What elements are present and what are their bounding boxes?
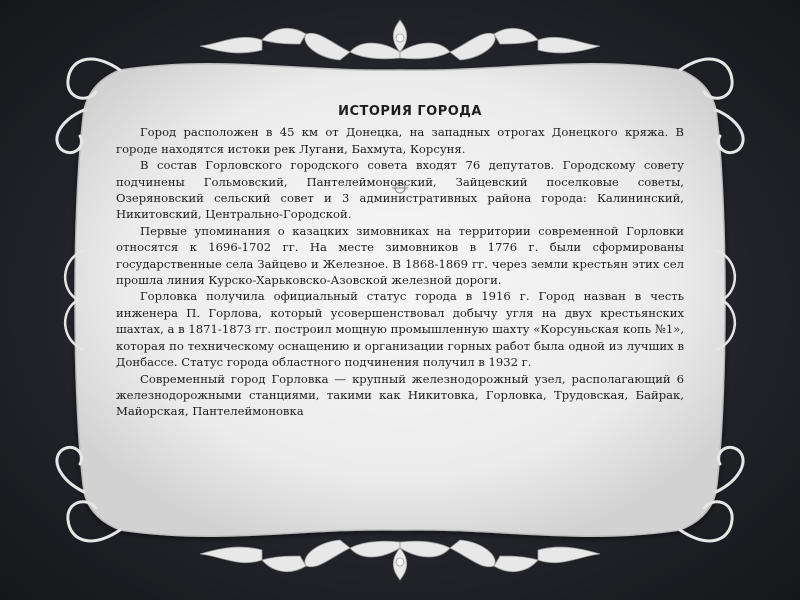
- paragraph-council: В состав Горловского городского совета входят 76 депутатов. Городскому совету подчинены Гольмовский, Пантелеймоновский, Зайцевский поселковые советы, Озеряновский сельский совет и 3 административных района города: Калининский, Никитовский, Центрально-Городской.: [116, 158, 684, 222]
- paragraph-modern-city: Современный город Горловка — крупный железнодорожный узел, располагающий 6 железнодорожными станциями, такими как Никитовка, Горловка, Трудовская, Байрак, Майорская, Пантелеймоновка: [116, 371, 684, 419]
- page-title: ИСТОРИЯ ГОРОДА: [338, 104, 482, 119]
- paragraph-city-status: Горловка получила официальный статус города в 1916 г. Город назван в честь инженера П. Горлова, который усовершенствовал добычу угля на двух крестьянских шахтах, а в 1871-1873 гг. построил мощную промышленную шахту «Корсуньская копь №1», которая по техническому оснащению и организации горных работ была одной из лучших в Донбассе. Статус города областного подчинения получил в 1932 г.: [116, 289, 684, 370]
- slide-content: [116, 104, 684, 464]
- paragraph-location: Город расположен в 45 км от Донецка, на западных отрогах Донецкого кряжа. В городе находятся истоки рек Лугани, Бахмута, Корсуня.: [116, 125, 684, 156]
- bottom-ornament: [200, 540, 600, 580]
- top-ornament: [200, 20, 600, 60]
- paragraph-early-history: Первые упоминания о казацких зимовниках на территории современной Горловки относятся к 1696-1702 гг. На месте зимовников в 1776 г. были сформированы государственные села Зайцево и Железное. В 1868-1869 гг. через земли крестьян этих сел прошла линия Курско-Харьковско-Азовской железной дороги.: [116, 223, 684, 288]
